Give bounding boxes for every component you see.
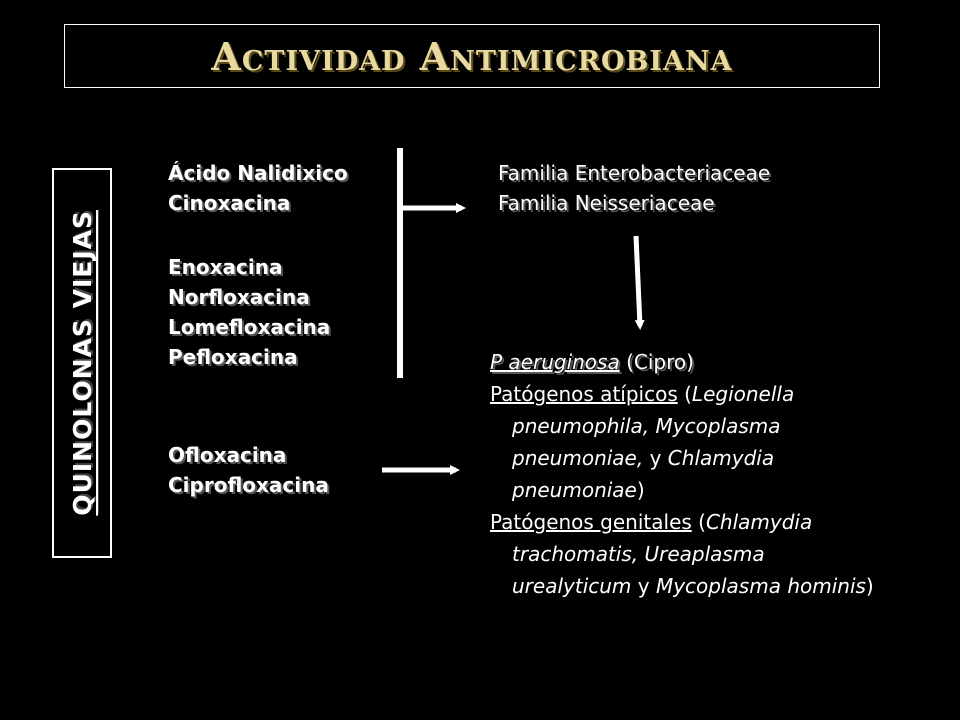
species-name: Chlamydia xyxy=(667,446,775,470)
paren-open: ( xyxy=(691,510,706,534)
drug-item: Ofloxacina xyxy=(168,443,287,467)
pathogen-category-label: Patógenos atípicos xyxy=(490,382,678,406)
drug-item: Enoxacina xyxy=(168,255,283,279)
arrow-down-to-pathogens xyxy=(636,236,640,326)
pathogen-genitales xyxy=(490,506,930,538)
species-name: pneumoniae, xyxy=(512,446,644,470)
species-line: pneumophila, Mycoplasma xyxy=(512,414,781,438)
species-line: trachomatis, Ureaplasma xyxy=(512,542,765,566)
species-name: Legionella xyxy=(691,382,795,406)
conjunction: y xyxy=(631,574,656,598)
pathogen-name: P aeruginosa xyxy=(490,350,620,374)
paren-close: ) xyxy=(865,574,874,598)
drug-item: Norfloxacina xyxy=(168,285,310,309)
drug-item: Pefloxacina xyxy=(168,345,298,369)
pathogen-note: (Cipro) xyxy=(619,350,694,374)
conjunction: y xyxy=(643,446,668,470)
species-name: Mycoplasma hominis xyxy=(655,574,866,598)
species-name: urealyticum xyxy=(512,574,632,598)
family-item: Familia Enterobacteriaceae xyxy=(498,161,771,185)
paren-open: ( xyxy=(677,382,692,406)
pathogen-category-label: Patógenos genitales xyxy=(490,510,692,534)
families-list xyxy=(498,158,770,218)
species-name: Chlamydia xyxy=(705,510,813,534)
pathogen-p-aeruginosa xyxy=(490,346,930,378)
side-label: QUINOLONAS VIEJAS xyxy=(67,210,97,516)
slide-title: Actividad Antimicrobiana xyxy=(211,33,733,79)
pathogens-list xyxy=(490,346,930,602)
species-line xyxy=(490,570,930,602)
drug-item: Ácido Nalidixico xyxy=(168,161,348,185)
drug-item: Cinoxacina xyxy=(168,191,291,215)
drug-item: Ciprofloxacina xyxy=(168,473,329,497)
paren-close: ) xyxy=(636,478,645,502)
pathogen-atipicos xyxy=(490,378,930,410)
drug-item: Lomefloxacina xyxy=(168,315,331,339)
species-line xyxy=(490,474,930,506)
species-name: pneumoniae xyxy=(512,478,637,502)
family-item: Familia Neisseriaceae xyxy=(498,191,715,215)
species-line xyxy=(490,442,930,474)
